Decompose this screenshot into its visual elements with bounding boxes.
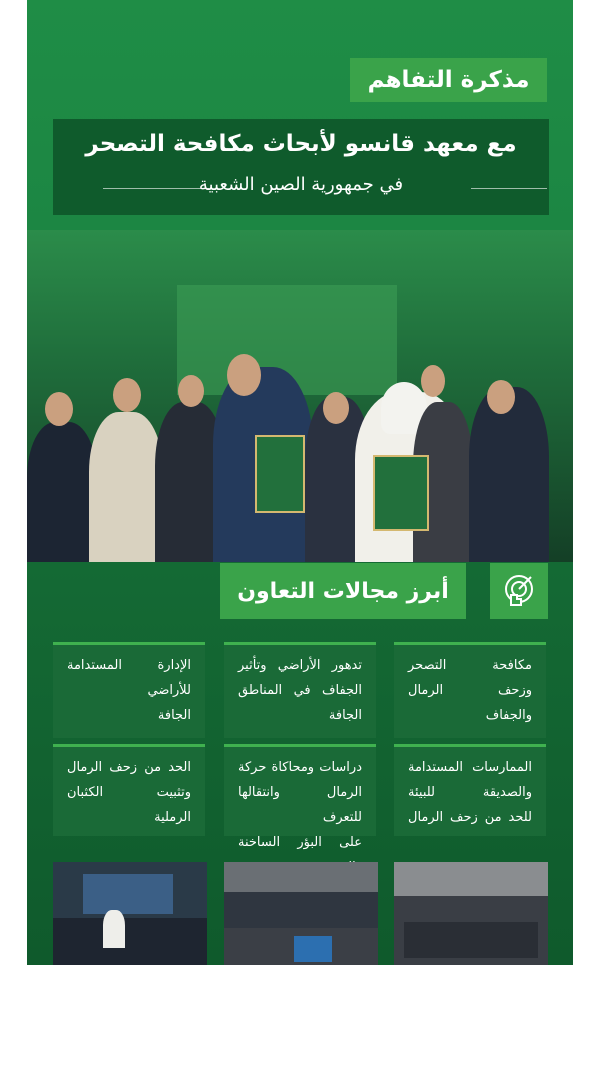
agreement-folder xyxy=(373,455,429,531)
agreement-folder xyxy=(255,435,305,513)
card-sustainable-management: الإدارة المستدامة للأراضي الجافة xyxy=(53,642,205,738)
meeting-photo xyxy=(224,862,378,965)
card-sustainable-practices: الممارسات المستدامة والصديقة للبيئة للحد من زحف الرمال xyxy=(394,744,546,836)
signing-photo xyxy=(27,230,573,562)
mou-tag: مذكرة التفاهم xyxy=(350,58,547,102)
attendee xyxy=(469,387,549,562)
card-land-degradation: تدهور الأراضي وتأثير الجفاف في المناطق الجافة xyxy=(224,642,376,738)
attendee xyxy=(27,422,97,562)
poster xyxy=(27,0,573,965)
card-sand-studies: دراسات ومحاكاة حركة الرمال وانتقالها للتعرف على البؤر الساخنة xyxy=(224,744,376,836)
divider-right xyxy=(471,188,547,189)
target-puzzle-icon xyxy=(490,563,548,619)
cooperation-heading: أبرز مجالات التعاون xyxy=(220,563,466,619)
attendee xyxy=(89,412,163,562)
title-box xyxy=(53,119,549,215)
meeting-photo xyxy=(53,862,207,965)
card-dune-stabilization: الحد من زحف الرمال وتثبيت الكثبان الرملية xyxy=(53,744,205,836)
card-desertification: مكافحة التصحر وزحف الرمال والجفاف xyxy=(394,642,546,738)
meeting-photo xyxy=(394,862,548,965)
page-subtitle: في جمهورية الصين الشعبية xyxy=(198,174,404,195)
page-title: مع معهد قانسو لأبحاث مكافحة التصحر xyxy=(85,131,517,157)
